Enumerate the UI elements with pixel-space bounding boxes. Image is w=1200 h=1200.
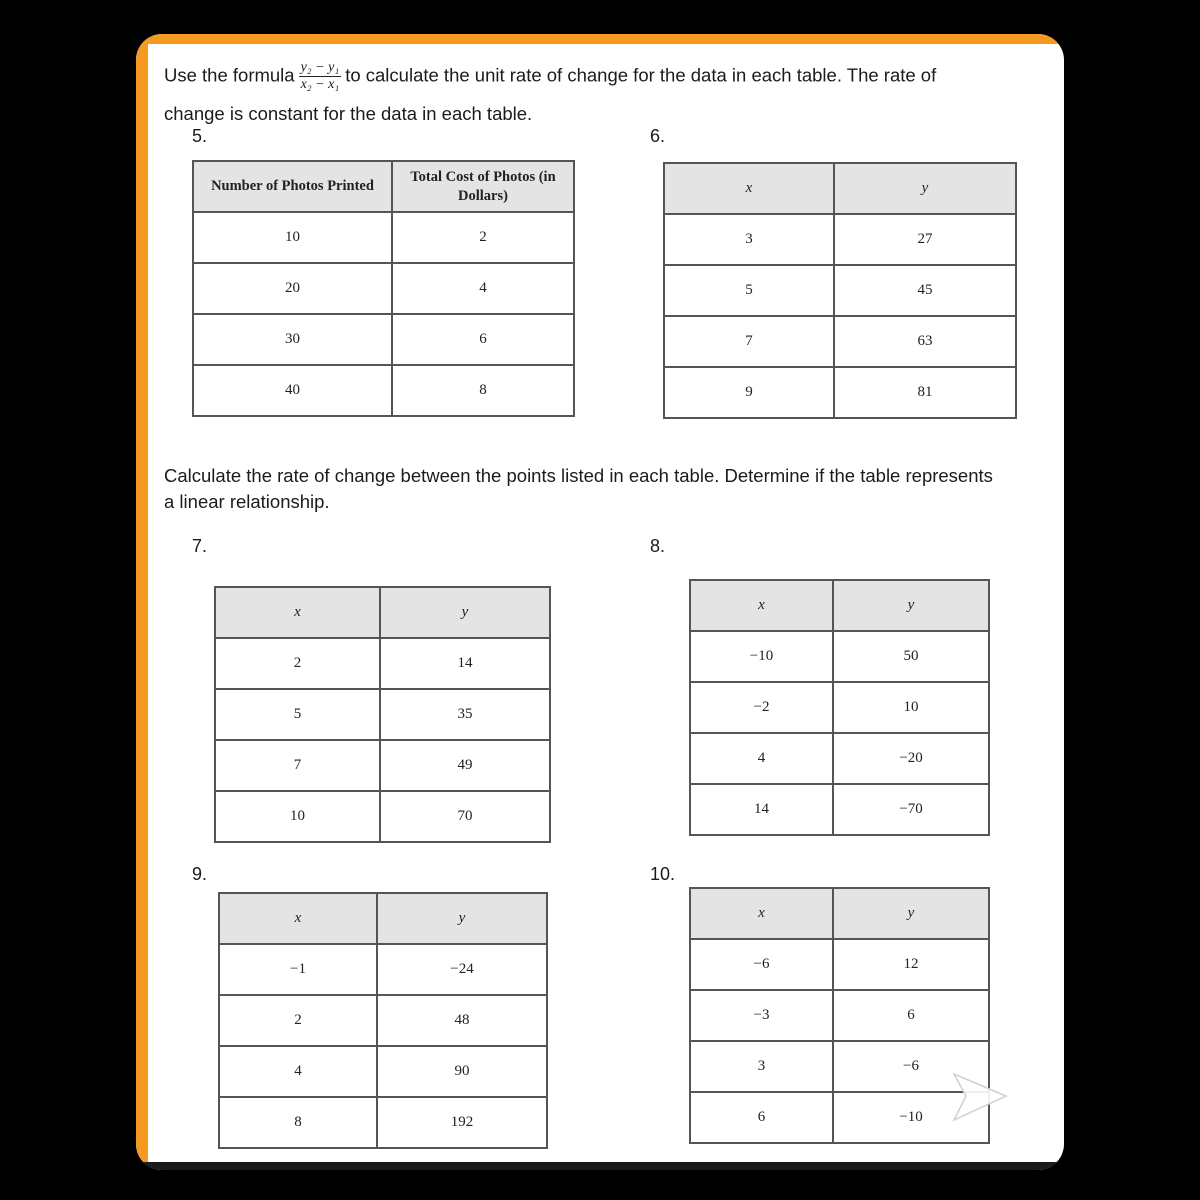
table-cell: −2 bbox=[690, 682, 833, 733]
table-cell: 7 bbox=[664, 316, 834, 367]
column-header: y bbox=[834, 163, 1016, 214]
table-cell: 4 bbox=[219, 1046, 377, 1097]
table-cell: 4 bbox=[690, 733, 833, 784]
table-cell: 35 bbox=[380, 689, 550, 740]
table-cell: −10 bbox=[833, 1092, 989, 1143]
table-cell: 45 bbox=[834, 265, 1016, 316]
table-problem-10 bbox=[689, 887, 990, 1144]
problem-number: 8. bbox=[650, 536, 666, 556]
column-header: x bbox=[215, 587, 380, 638]
instruction-part2-line1: Calculate the rate of change between the points listed in each table. Determine if the table represents bbox=[164, 465, 993, 486]
table-cell: 63 bbox=[834, 316, 1016, 367]
table-cell: 70 bbox=[380, 791, 550, 842]
table-problem-7 bbox=[214, 586, 551, 843]
column-header: y bbox=[833, 888, 989, 939]
column-header: x bbox=[219, 893, 377, 944]
column-header: x bbox=[664, 163, 834, 214]
table-cell: 3 bbox=[690, 1041, 833, 1092]
table-cell: 14 bbox=[690, 784, 833, 835]
table-cell: 4 bbox=[392, 263, 574, 314]
table-cell: 5 bbox=[664, 265, 834, 316]
orange-frame-top bbox=[136, 34, 1064, 44]
table-cell: 3 bbox=[664, 214, 834, 265]
next-arrow-icon[interactable] bbox=[950, 1068, 1010, 1128]
table-cell: 2 bbox=[215, 638, 380, 689]
table-problem-6 bbox=[663, 162, 1017, 419]
table-cell: 6 bbox=[833, 990, 989, 1041]
instruction-part1-line2: change is constant for the data in each table. bbox=[164, 103, 533, 124]
table-cell: −10 bbox=[690, 631, 833, 682]
table-cell: 14 bbox=[380, 638, 550, 689]
table-cell: 27 bbox=[834, 214, 1016, 265]
rate-formula: $\frac{\text{y₂ − y₁}}{\text{x₂ − x₁}}$ bbox=[300, 60, 340, 92]
table-cell: 81 bbox=[834, 367, 1016, 418]
table-cell: 2 bbox=[219, 995, 377, 1046]
table-cell: −24 bbox=[377, 944, 547, 995]
table-cell: 30 bbox=[193, 314, 392, 365]
instruction-part2-line2: a linear relationship. bbox=[164, 491, 330, 512]
column-header: y bbox=[377, 893, 547, 944]
table-cell: 12 bbox=[833, 939, 989, 990]
table-cell: 6 bbox=[690, 1092, 833, 1143]
table-problem-8 bbox=[689, 579, 990, 836]
table-cell: −70 bbox=[833, 784, 989, 835]
table-cell: 6 bbox=[392, 314, 574, 365]
table-cell: −3 bbox=[690, 990, 833, 1041]
worksheet-card bbox=[136, 34, 1064, 1170]
table-cell: 2 bbox=[392, 212, 574, 263]
column-header: x bbox=[690, 580, 833, 631]
problem-number: 10. bbox=[650, 864, 676, 884]
table-cell: 20 bbox=[193, 263, 392, 314]
table-cell: 10 bbox=[833, 682, 989, 733]
column-header: y bbox=[833, 580, 989, 631]
orange-frame-left bbox=[136, 34, 148, 1170]
table-cell: −6 bbox=[833, 1041, 989, 1092]
bottom-edge bbox=[136, 1162, 1064, 1170]
table-cell: −1 bbox=[219, 944, 377, 995]
table-cell: 48 bbox=[377, 995, 547, 1046]
problem-number: 9. bbox=[192, 864, 208, 884]
table-cell: 10 bbox=[193, 212, 392, 263]
table-cell: 40 bbox=[193, 365, 392, 416]
table-cell: 49 bbox=[380, 740, 550, 791]
table-cell: 192 bbox=[377, 1097, 547, 1148]
table-cell: 9 bbox=[664, 367, 834, 418]
table-cell: −20 bbox=[833, 733, 989, 784]
problem-number: 5. bbox=[192, 126, 208, 146]
table-cell: 7 bbox=[215, 740, 380, 791]
table-cell: 8 bbox=[392, 365, 574, 416]
column-header: Number of Photos Printed bbox=[193, 161, 392, 212]
problem-number: 7. bbox=[192, 536, 208, 556]
table-cell: −6 bbox=[690, 939, 833, 990]
table-cell: 5 bbox=[215, 689, 380, 740]
table-problem-5 bbox=[192, 160, 575, 417]
problem-number: 6. bbox=[650, 126, 666, 146]
instruction-part1: Use the formula $\frac{\text{y₂ − y₁}}{\text{x₂ − x₁}}$ to calculate the unit rate of change for the data in each table. The rate of bbox=[164, 60, 937, 92]
column-header: x bbox=[690, 888, 833, 939]
table-problem-9 bbox=[218, 892, 548, 1149]
table-cell: 10 bbox=[215, 791, 380, 842]
column-header: y bbox=[380, 587, 550, 638]
table-cell: 8 bbox=[219, 1097, 377, 1148]
table-cell: 50 bbox=[833, 631, 989, 682]
table-cell: 90 bbox=[377, 1046, 547, 1097]
column-header: Total Cost of Photos (in Dollars) bbox=[392, 161, 574, 212]
